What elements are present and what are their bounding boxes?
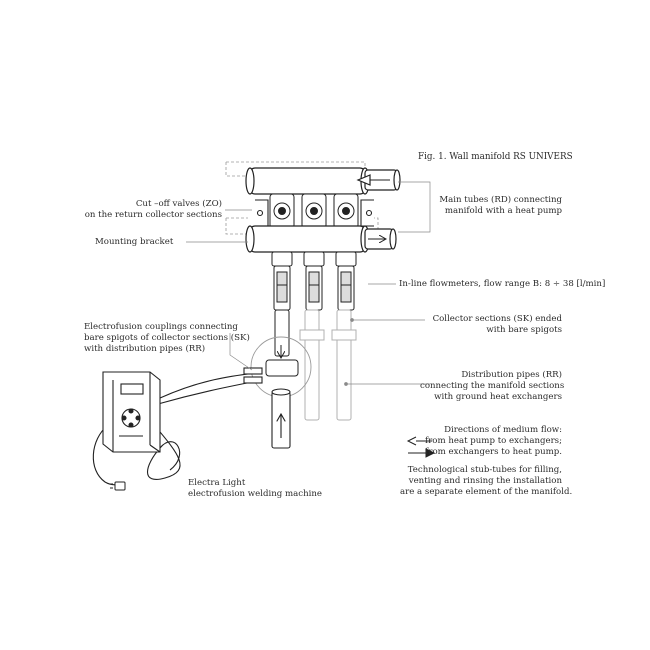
label-couplings-line-1: Electrofusion couplings connecting [84, 322, 238, 332]
distribution-pipe [272, 389, 290, 448]
label-stub-tubes-line-2: venting and rinsing the installation [408, 476, 562, 486]
label-main-tubes-line-1: Main tubes (RD) connecting [439, 195, 562, 205]
label-direction-supply: from heat pump to exchangers; [425, 436, 562, 446]
label-stub-tubes-line-3: are a separate element of the manifold. [400, 487, 573, 497]
upper-main-tube [246, 168, 400, 194]
cutoff-valves [270, 194, 358, 228]
label-main-tubes-line-2: manifold with a heat pump [444, 206, 562, 216]
label-machine-line-2: electrofusion welding machine [188, 489, 322, 499]
label-collector-line-1: Collector sections (SK) ended [432, 314, 562, 324]
label-stub-tubes-line-1: Technological stub-tubes for filling, [407, 465, 562, 475]
power-plug [110, 482, 125, 490]
distribution-pipes-faded [300, 310, 356, 420]
figure-title: Fig. 1. Wall manifold RS UNIVERS [418, 152, 573, 162]
label-couplings-line-3: with distribution pipes (RR) [84, 344, 206, 354]
label-couplings-line-2: bare spigots of collector sections (SK) [84, 333, 250, 343]
label-machine-line-1: Electra Light [188, 478, 246, 488]
welding-machine [103, 372, 160, 452]
label-mounting-bracket: Mounting bracket [95, 237, 174, 247]
label-distribution-line-1: Distribution pipes (RR) [461, 370, 562, 380]
label-distribution-line-2: connecting the manifold sections [420, 381, 565, 391]
label-collector-line-2: with bare spigots [486, 325, 562, 335]
label-distribution-line-3: with ground heat exchangers [434, 392, 562, 402]
lower-main-tube [246, 226, 396, 252]
label-cutoff-valves-line-1: Cut –off valves (ZO) [135, 199, 222, 209]
label-flowmeters: In-line flowmeters, flow range B: 8 ÷ 38 [l/min] [399, 279, 606, 289]
label-direction-return: from exchangers to heat pump. [425, 447, 562, 457]
label-directions-title: Directions of medium flow: [444, 425, 562, 435]
label-cutoff-valves-line-2: on the return collector sections [84, 210, 222, 220]
